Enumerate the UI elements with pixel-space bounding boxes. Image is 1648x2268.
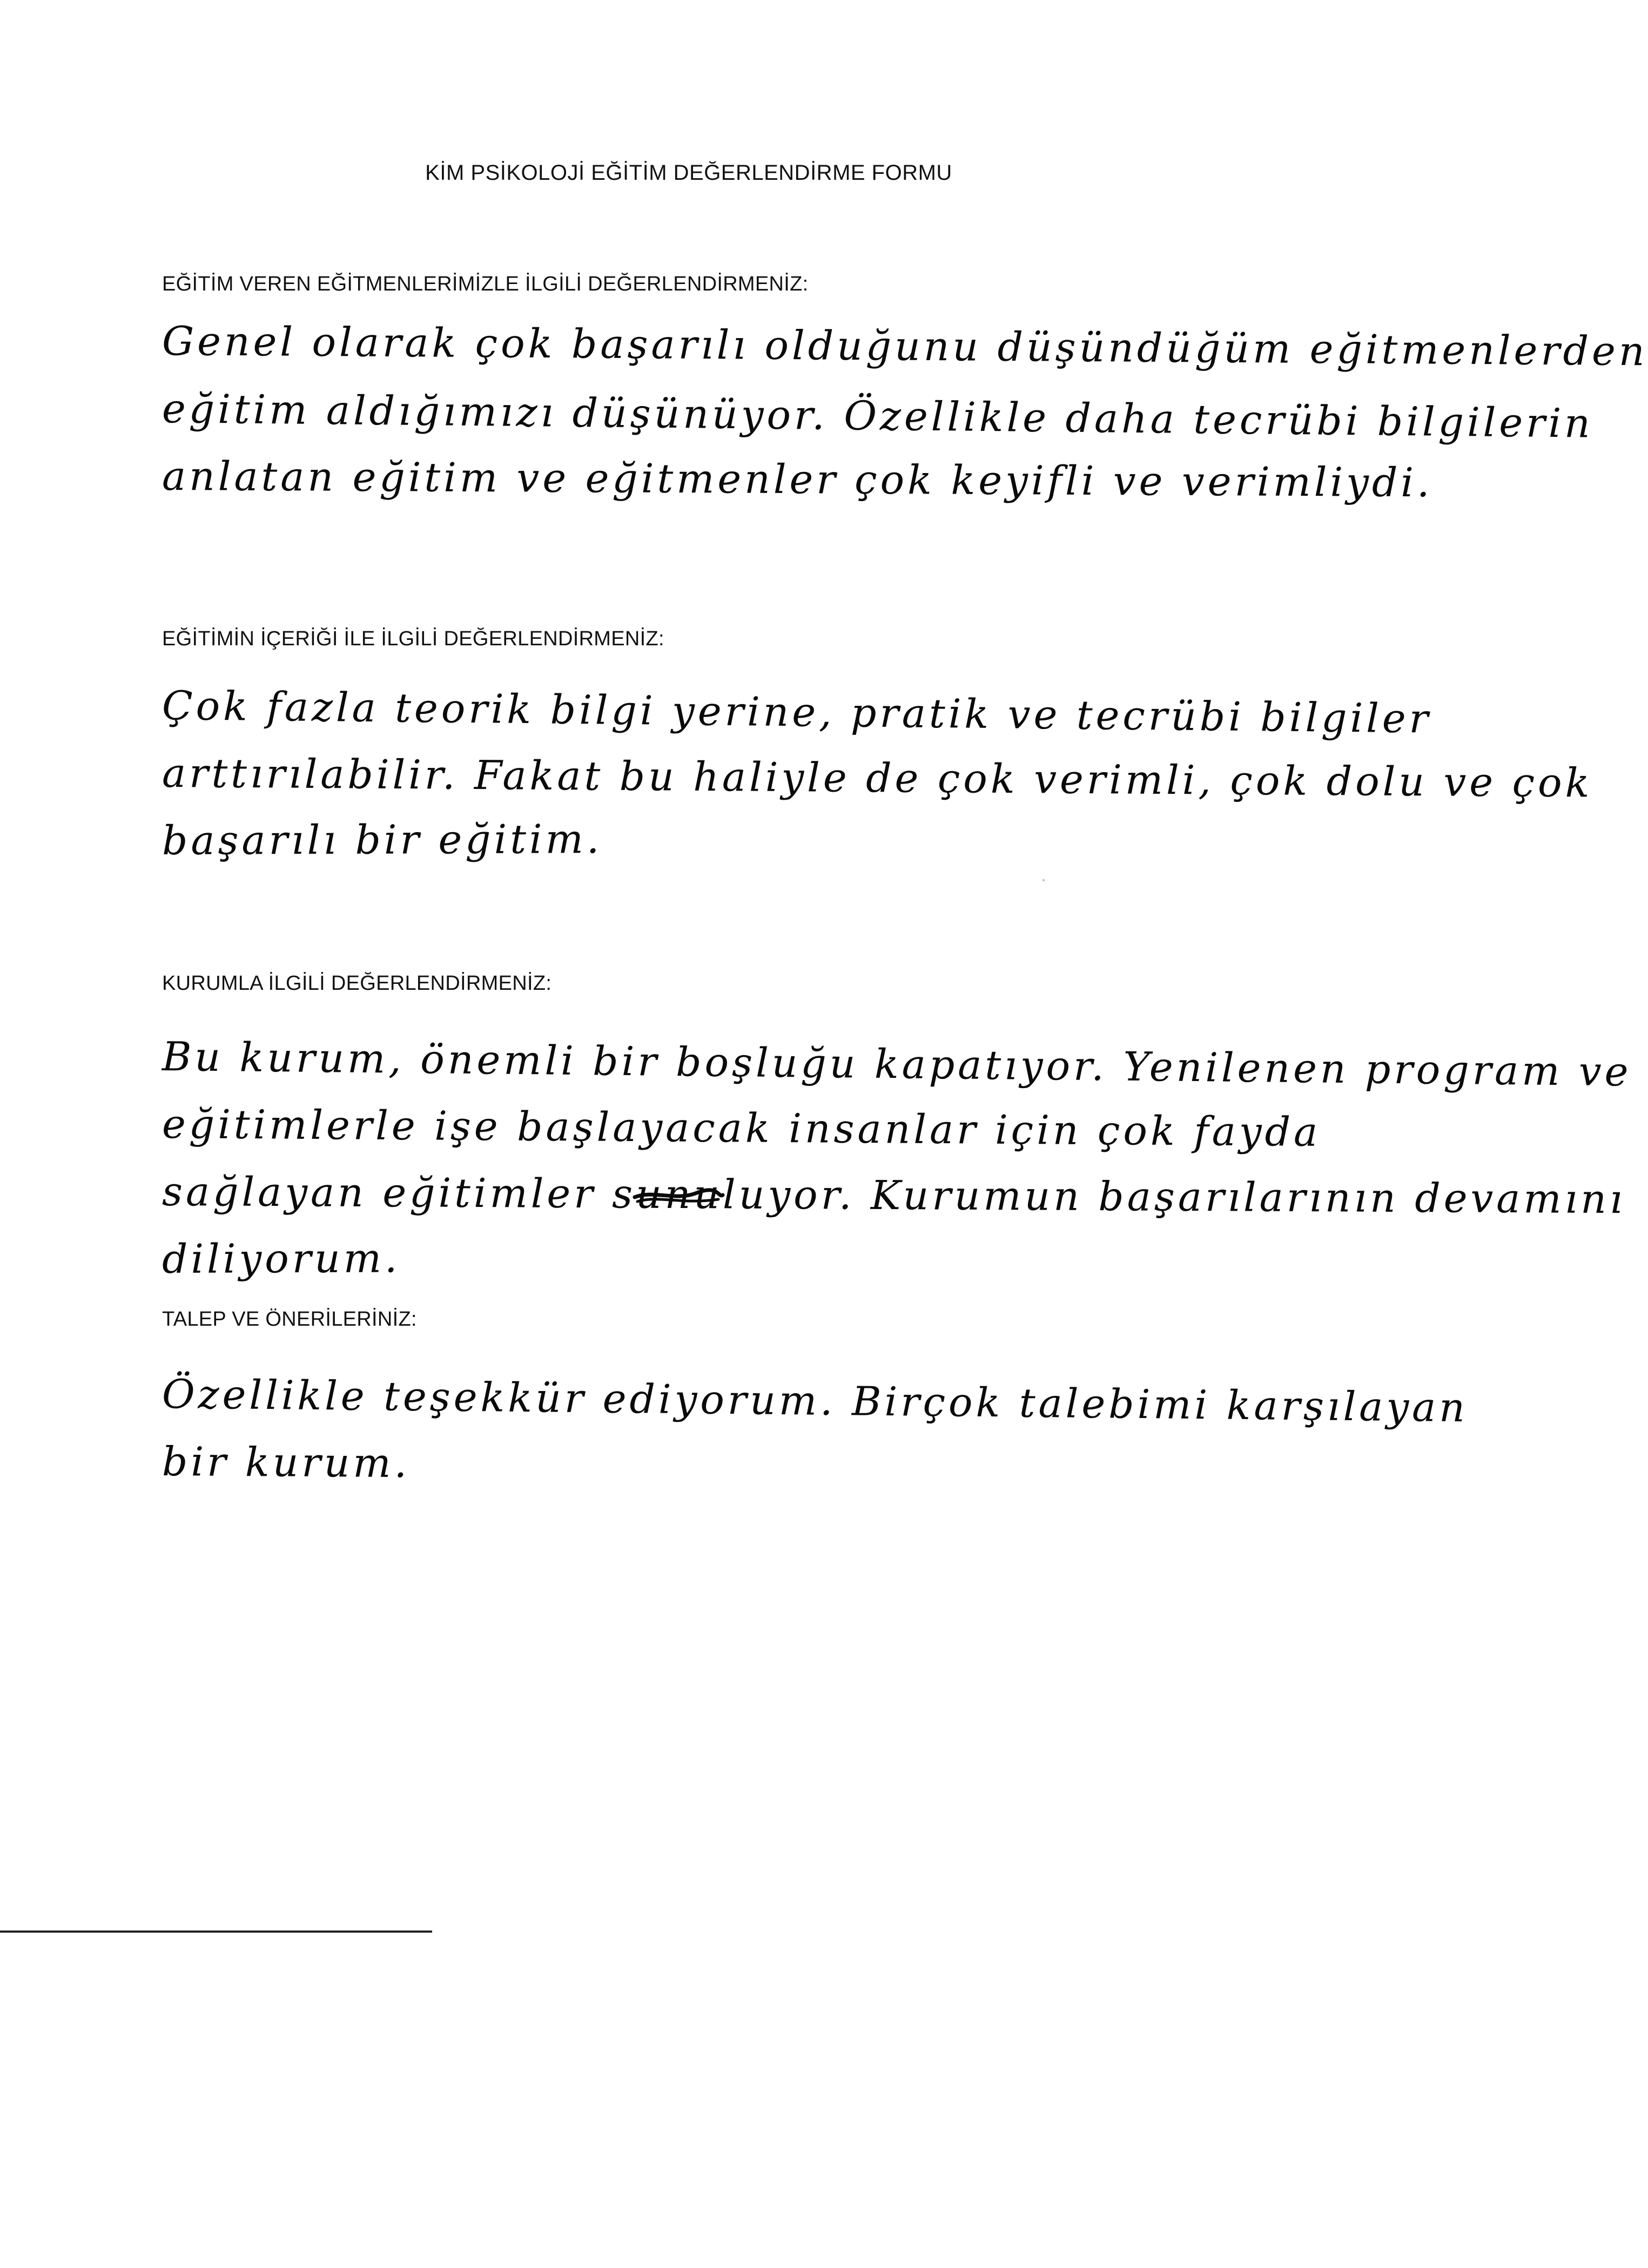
footer-rule: [0, 1931, 432, 1933]
section-label-instructors: EĞİTİM VEREN EĞİTMENLERİMİZLE İLGİLİ DEĞERLENDİRMENİZ:: [162, 273, 809, 295]
scan-speck: [1042, 879, 1045, 881]
answer-line: diliyorum.: [162, 1235, 401, 1282]
answer-line: başarılı bir eğitim.: [162, 816, 603, 864]
answer-line: Bu kurum, önemli bir boşluğu kapatıyor. Yenilenen program ve: [162, 1034, 1632, 1096]
handwritten-strikethrough: [632, 1185, 724, 1207]
form-title: KİM PSİKOLOJİ EĞİTİM DEĞERLENDİRME FORMU: [425, 161, 952, 185]
answer-content: [162, 672, 1593, 875]
answer-line: Genel olarak çok başarılı olduğunu düşündüğüm eğitmenlerden: [162, 318, 1648, 375]
answer-institution: [162, 1023, 1632, 1293]
answer-line: sağlayan eğitimler sunuluyor. Kurumun başarılarının devamını: [162, 1169, 1626, 1223]
answer-instructors: [162, 308, 1648, 510]
answer-line: eğitimlerle işe başlayacak insanlar için çok fayda: [162, 1101, 1321, 1156]
answer-line: Çok fazla teorik bilgi yerine, pratik ve tecrübi bilgiler: [162, 683, 1432, 742]
section-label-requests: TALEP VE ÖNERİLERİNİZ:: [162, 1308, 417, 1331]
answer-line: Özellikle teşekkür ediyorum. Birçok talebimi karşılayan: [162, 1371, 1469, 1432]
answer-line: arttırılabilir. Fakat bu haliyle de çok verimli, çok dolu ve çok: [162, 750, 1593, 807]
answer-line: eğitim aldığımızı düşünüyor. Özellikle daha tecrübi bilgilerin: [162, 386, 1594, 447]
section-label-institution: KURUMLA İLGİLİ DEĞERLENDİRMENİZ:: [162, 972, 552, 995]
section-label-content: EĞİTİMİN İÇERİĞİ İLE İLGİLİ DEĞERLENDİRMENİZ:: [162, 627, 664, 650]
answer-requests: [162, 1361, 1469, 1496]
answer-line: bir kurum.: [162, 1439, 411, 1487]
answer-line: anlatan eğitim ve eğitmenler çok keyifli ve verimliydi.: [162, 453, 1433, 507]
